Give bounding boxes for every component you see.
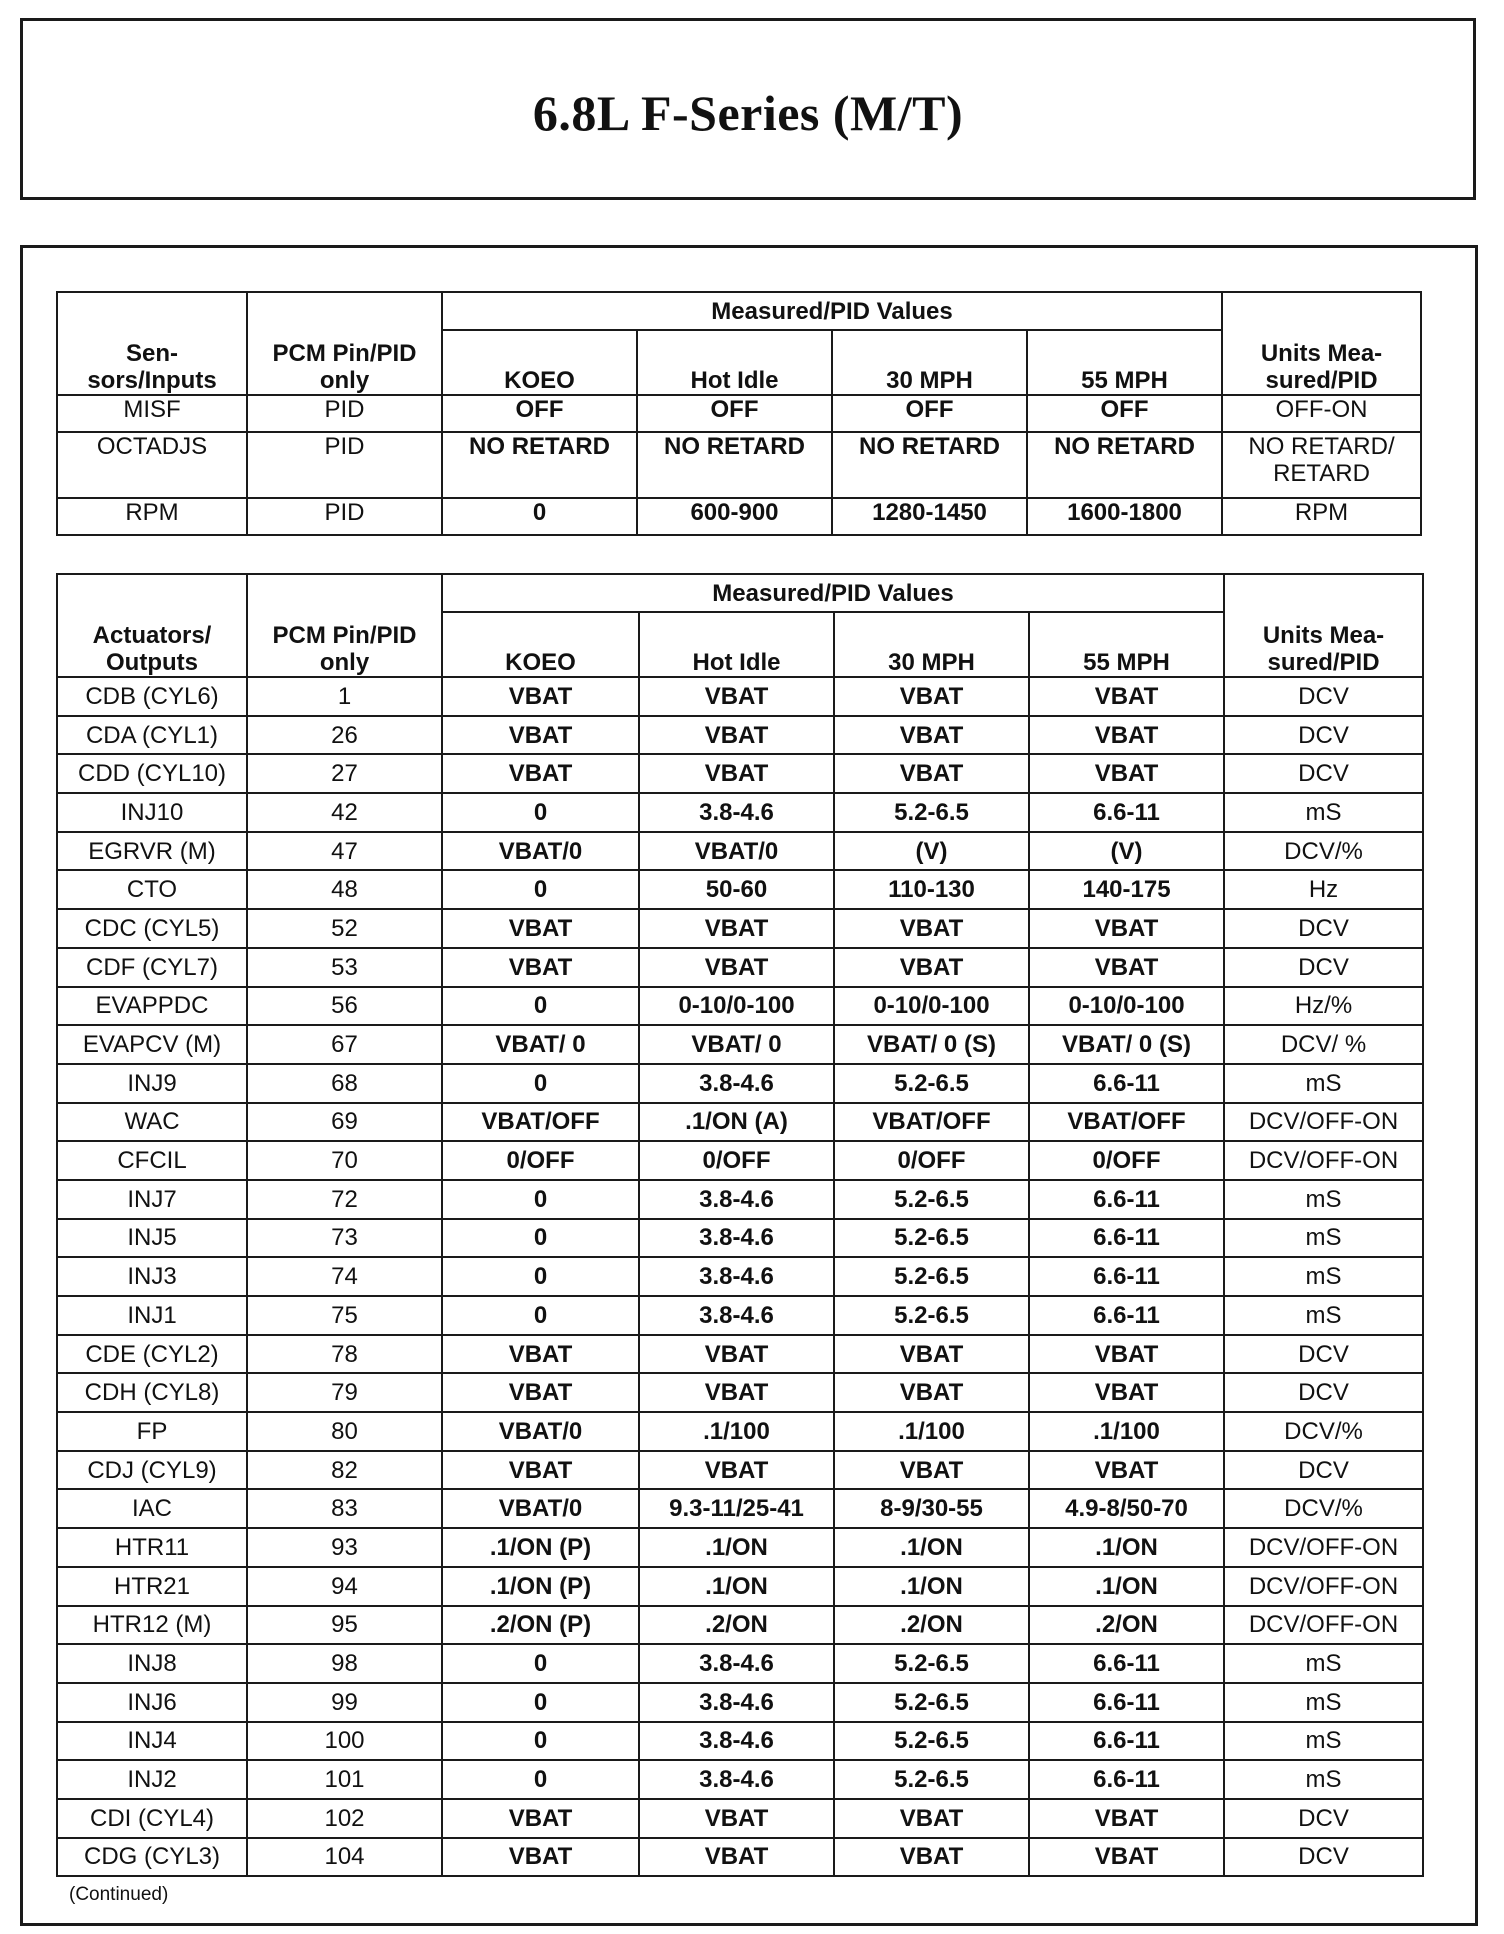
cell-koeo: VBAT [442, 716, 639, 755]
cell-pin: 42 [247, 793, 442, 832]
cell-hot-idle: 3.8-4.6 [639, 1760, 834, 1799]
cell-units: DCV [1224, 1335, 1423, 1374]
cell-pin: 94 [247, 1567, 442, 1606]
cell-name: WAC [57, 1103, 247, 1142]
table-row [57, 909, 1423, 948]
cell-30mph: 5.2-6.5 [834, 793, 1029, 832]
cell-30mph: VBAT [834, 909, 1029, 948]
page-title: 6.8L F-Series (M/T) [532, 85, 964, 141]
cell-units: DCV/OFF-ON [1224, 1528, 1423, 1567]
cell-hot-idle: .1/ON [639, 1567, 834, 1606]
cell-hot-idle: 0/OFF [639, 1141, 834, 1180]
cell-30mph: VBAT [834, 1451, 1029, 1490]
cell-pin: 47 [247, 832, 442, 871]
cell-units: DCV/OFF-ON [1224, 1103, 1423, 1142]
cell-55mph: 4.9-8/50-70 [1029, 1489, 1224, 1528]
cell-55mph: VBAT [1029, 754, 1224, 793]
cell-30mph: VBAT [834, 1335, 1029, 1374]
continued-note: (Continued) [69, 1884, 169, 1905]
cell-koeo: 0 [442, 1219, 639, 1258]
cell-pin: 83 [247, 1489, 442, 1528]
table-row [57, 1451, 1423, 1490]
cell-hot-idle: 3.8-4.6 [639, 1064, 834, 1103]
cell-units: mS [1224, 1296, 1423, 1335]
cell-hot-idle: VBAT [639, 754, 834, 793]
cell-name: INJ6 [57, 1683, 247, 1722]
cell-30mph: .2/ON [834, 1606, 1029, 1645]
cell-units: DCV [1224, 677, 1423, 716]
cell-30mph: .1/ON [834, 1567, 1029, 1606]
table-row [57, 832, 1423, 871]
cell-55mph: .1/ON [1029, 1528, 1224, 1567]
cell-55mph: .2/ON [1029, 1606, 1224, 1645]
cell-units: mS [1224, 1257, 1423, 1296]
table-row [57, 498, 1421, 535]
cell-hot-idle: VBAT [639, 1799, 834, 1838]
cell-pin: PID [247, 432, 442, 498]
cell-name: IAC [57, 1489, 247, 1528]
cell-pin: PID [247, 498, 442, 535]
cell-30mph: VBAT [834, 716, 1029, 755]
cell-pin: 26 [247, 716, 442, 755]
cell-name: INJ8 [57, 1644, 247, 1683]
cell-55mph: VBAT [1029, 1838, 1224, 1877]
table-row [57, 1799, 1423, 1838]
cell-55mph: VBAT/OFF [1029, 1103, 1224, 1142]
cell-hot-idle: VBAT [639, 909, 834, 948]
cell-name: INJ4 [57, 1722, 247, 1761]
cell-units: OFF-ON [1222, 395, 1421, 432]
cell-pin: 67 [247, 1025, 442, 1064]
cell-30mph: VBAT [834, 677, 1029, 716]
cell-30mph: 1280-1450 [832, 498, 1027, 535]
cell-units: mS [1224, 1644, 1423, 1683]
cell-pin: 102 [247, 1799, 442, 1838]
table-row [57, 1567, 1423, 1606]
cell-name: EGRVR (M) [57, 832, 247, 871]
cell-pin: 80 [247, 1412, 442, 1451]
cell-55mph: .1/100 [1029, 1412, 1224, 1451]
cell-hot-idle: VBAT [639, 1335, 834, 1374]
cell-30mph: VBAT/OFF [834, 1103, 1029, 1142]
cell-55mph: VBAT [1029, 677, 1224, 716]
cell-30mph: VBAT [834, 948, 1029, 987]
cell-units: mS [1224, 1722, 1423, 1761]
cell-30mph: 0-10/0-100 [834, 987, 1029, 1026]
cell-30mph: 0/OFF [834, 1141, 1029, 1180]
cell-55mph: NO RETARD [1027, 432, 1222, 498]
cell-units: mS [1224, 1180, 1423, 1219]
cell-koeo: VBAT [442, 1451, 639, 1490]
cell-hot-idle: 3.8-4.6 [639, 1180, 834, 1219]
table-row [57, 1528, 1423, 1567]
cell-hot-idle: .2/ON [639, 1606, 834, 1645]
cell-koeo: 0 [442, 870, 639, 909]
cell-pin: 73 [247, 1219, 442, 1258]
cell-hot-idle: 3.8-4.6 [639, 1722, 834, 1761]
cell-koeo: 0 [442, 1296, 639, 1335]
table-row [57, 1257, 1423, 1296]
cell-name: HTR12 (M) [57, 1606, 247, 1645]
table-row [57, 1838, 1423, 1877]
cell-pin: 70 [247, 1141, 442, 1180]
cell-pin: 100 [247, 1722, 442, 1761]
sensors-header-units: Units Mea- sured/PID [1222, 292, 1421, 395]
cell-pin: PID [247, 395, 442, 432]
cell-units: mS [1224, 793, 1423, 832]
sensors-header-koeo: KOEO [442, 330, 637, 395]
sensors-header-hot-idle: Hot Idle [637, 330, 832, 395]
cell-units: NO RETARD/ RETARD [1222, 432, 1421, 498]
table-row [57, 1760, 1423, 1799]
cell-koeo: 0 [442, 1644, 639, 1683]
cell-koeo: VBAT [442, 754, 639, 793]
table-row [57, 1025, 1423, 1064]
cell-hot-idle: NO RETARD [637, 432, 832, 498]
actuators-header-hot-idle: Hot Idle [639, 612, 834, 677]
cell-30mph: 5.2-6.5 [834, 1219, 1029, 1258]
cell-pin: 53 [247, 948, 442, 987]
cell-units: DCV [1224, 1838, 1423, 1877]
cell-units: DCV/% [1224, 832, 1423, 871]
cell-name: CDA (CYL1) [57, 716, 247, 755]
cell-koeo: 0 [442, 1257, 639, 1296]
table-row [57, 754, 1423, 793]
cell-koeo: VBAT [442, 1838, 639, 1877]
cell-hot-idle: 3.8-4.6 [639, 1257, 834, 1296]
cell-55mph: (V) [1029, 832, 1224, 871]
table-row [57, 1683, 1423, 1722]
cell-55mph: VBAT [1029, 948, 1224, 987]
cell-55mph: VBAT [1029, 1451, 1224, 1490]
sensors-header-group: Measured/PID Values [442, 292, 1222, 330]
actuators-header-name: Actuators/ Outputs [57, 574, 247, 677]
cell-hot-idle: 600-900 [637, 498, 832, 535]
cell-hot-idle: .1/100 [639, 1412, 834, 1451]
cell-55mph: OFF [1027, 395, 1222, 432]
cell-55mph: 6.6-11 [1029, 793, 1224, 832]
cell-koeo: 0 [442, 987, 639, 1026]
cell-pin: 68 [247, 1064, 442, 1103]
cell-pin: 101 [247, 1760, 442, 1799]
cell-hot-idle: VBAT [639, 1451, 834, 1490]
cell-koeo: 0 [442, 1722, 639, 1761]
cell-30mph: 5.2-6.5 [834, 1257, 1029, 1296]
cell-hot-idle: .1/ON [639, 1528, 834, 1567]
cell-name: INJ3 [57, 1257, 247, 1296]
cell-pin: 52 [247, 909, 442, 948]
cell-pin: 99 [247, 1683, 442, 1722]
cell-units: mS [1224, 1760, 1423, 1799]
table-row [57, 677, 1423, 716]
cell-name: CTO [57, 870, 247, 909]
cell-30mph: 5.2-6.5 [834, 1644, 1029, 1683]
cell-units: DCV/OFF-ON [1224, 1567, 1423, 1606]
cell-55mph: 6.6-11 [1029, 1219, 1224, 1258]
cell-name: EVAPCV (M) [57, 1025, 247, 1064]
table-row [57, 870, 1423, 909]
cell-30mph: 5.2-6.5 [834, 1180, 1029, 1219]
cell-koeo: 0 [442, 1064, 639, 1103]
cell-pin: 79 [247, 1373, 442, 1412]
cell-55mph: 0-10/0-100 [1029, 987, 1224, 1026]
cell-30mph: 5.2-6.5 [834, 1722, 1029, 1761]
sensors-header-name: Sen- sors/Inputs [57, 292, 247, 395]
cell-name: CDG (CYL3) [57, 1838, 247, 1877]
cell-units: DCV [1224, 1451, 1423, 1490]
cell-pin: 48 [247, 870, 442, 909]
cell-30mph: 5.2-6.5 [834, 1296, 1029, 1335]
cell-55mph: 0/OFF [1029, 1141, 1224, 1180]
table-row [57, 948, 1423, 987]
cell-30mph: VBAT [834, 1838, 1029, 1877]
cell-koeo: VBAT/OFF [442, 1103, 639, 1142]
table-row [57, 1722, 1423, 1761]
cell-30mph: 5.2-6.5 [834, 1683, 1029, 1722]
cell-name: INJ7 [57, 1180, 247, 1219]
actuators-header-units: Units Mea- sured/PID [1224, 574, 1423, 677]
cell-koeo: .2/ON (P) [442, 1606, 639, 1645]
cell-units: DCV/OFF-ON [1224, 1141, 1423, 1180]
table-row [57, 1296, 1423, 1335]
cell-koeo: VBAT [442, 948, 639, 987]
cell-pin: 78 [247, 1335, 442, 1374]
cell-units: DCV [1224, 1373, 1423, 1412]
cell-koeo: VBAT/0 [442, 832, 639, 871]
table-row [57, 1180, 1423, 1219]
cell-30mph: .1/100 [834, 1412, 1029, 1451]
cell-koeo: .1/ON (P) [442, 1528, 639, 1567]
cell-name: INJ10 [57, 793, 247, 832]
cell-pin: 72 [247, 1180, 442, 1219]
cell-koeo: 0/OFF [442, 1141, 639, 1180]
cell-hot-idle: 3.8-4.6 [639, 793, 834, 832]
cell-koeo: VBAT/ 0 [442, 1025, 639, 1064]
sensors-table [56, 291, 1422, 536]
cell-hot-idle: VBAT [639, 1838, 834, 1877]
table-row [57, 793, 1423, 832]
actuators-header-30mph: 30 MPH [834, 612, 1029, 677]
cell-30mph: 5.2-6.5 [834, 1760, 1029, 1799]
cell-55mph: .1/ON [1029, 1567, 1224, 1606]
cell-55mph: 6.6-11 [1029, 1296, 1224, 1335]
cell-hot-idle: 3.8-4.6 [639, 1644, 834, 1683]
cell-name: RPM [57, 498, 247, 535]
cell-30mph: VBAT [834, 754, 1029, 793]
cell-30mph: 8-9/30-55 [834, 1489, 1029, 1528]
cell-30mph: NO RETARD [832, 432, 1027, 498]
cell-hot-idle: 3.8-4.6 [639, 1219, 834, 1258]
actuators-header-55mph: 55 MPH [1029, 612, 1224, 677]
cell-30mph: VBAT [834, 1373, 1029, 1412]
actuators-header-koeo: KOEO [442, 612, 639, 677]
actuators-header-group: Measured/PID Values [442, 574, 1224, 612]
cell-pin: 75 [247, 1296, 442, 1335]
cell-30mph: OFF [832, 395, 1027, 432]
cell-koeo: 0 [442, 498, 637, 535]
cell-koeo: VBAT [442, 1373, 639, 1412]
cell-name: CDH (CYL8) [57, 1373, 247, 1412]
cell-pin: 95 [247, 1606, 442, 1645]
cell-name: CDD (CYL10) [57, 754, 247, 793]
cell-koeo: .1/ON (P) [442, 1567, 639, 1606]
cell-55mph: 6.6-11 [1029, 1683, 1224, 1722]
cell-name: CDF (CYL7) [57, 948, 247, 987]
table-row [57, 395, 1421, 432]
cell-pin: 98 [247, 1644, 442, 1683]
cell-name: INJ2 [57, 1760, 247, 1799]
cell-hot-idle: VBAT/0 [639, 832, 834, 871]
cell-pin: 27 [247, 754, 442, 793]
cell-units: mS [1224, 1064, 1423, 1103]
table-row [57, 716, 1423, 755]
cell-units: DCV/ % [1224, 1025, 1423, 1064]
table-row [57, 1103, 1423, 1142]
cell-pin: 69 [247, 1103, 442, 1142]
cell-hot-idle: VBAT [639, 677, 834, 716]
table-row [57, 1219, 1423, 1258]
cell-55mph: 140-175 [1029, 870, 1224, 909]
cell-55mph: VBAT [1029, 716, 1224, 755]
cell-hot-idle: VBAT [639, 716, 834, 755]
cell-koeo: OFF [442, 395, 637, 432]
cell-name: CDC (CYL5) [57, 909, 247, 948]
cell-30mph: .1/ON [834, 1528, 1029, 1567]
cell-koeo: 0 [442, 793, 639, 832]
cell-hot-idle: 9.3-11/25-41 [639, 1489, 834, 1528]
cell-55mph: 1600-1800 [1027, 498, 1222, 535]
cell-pin: 104 [247, 1838, 442, 1877]
cell-units: DCV/% [1224, 1489, 1423, 1528]
cell-name: CDI (CYL4) [57, 1799, 247, 1838]
cell-koeo: VBAT [442, 909, 639, 948]
cell-name: MISF [57, 395, 247, 432]
cell-units: DCV [1224, 1799, 1423, 1838]
sensors-header-pin: PCM Pin/PID only [247, 292, 442, 395]
cell-pin: 82 [247, 1451, 442, 1490]
sensors-header-30mph: 30 MPH [832, 330, 1027, 395]
cell-units: DCV [1224, 909, 1423, 948]
cell-units: DCV/OFF-ON [1224, 1606, 1423, 1645]
cell-name: INJ5 [57, 1219, 247, 1258]
table-row [57, 1412, 1423, 1451]
table-row [57, 432, 1421, 498]
cell-55mph: VBAT [1029, 909, 1224, 948]
cell-pin: 74 [247, 1257, 442, 1296]
cell-55mph: 6.6-11 [1029, 1722, 1224, 1761]
cell-30mph: 5.2-6.5 [834, 1064, 1029, 1103]
cell-name: FP [57, 1412, 247, 1451]
cell-name: CDE (CYL2) [57, 1335, 247, 1374]
actuators-header-pin: PCM Pin/PID only [247, 574, 442, 677]
cell-name: HTR11 [57, 1528, 247, 1567]
cell-koeo: 0 [442, 1760, 639, 1799]
cell-55mph: VBAT [1029, 1373, 1224, 1412]
cell-hot-idle: 3.8-4.6 [639, 1683, 834, 1722]
cell-units: mS [1224, 1683, 1423, 1722]
cell-units: Hz [1224, 870, 1423, 909]
cell-name: OCTADJS [57, 432, 247, 498]
cell-name: INJ9 [57, 1064, 247, 1103]
cell-55mph: VBAT/ 0 (S) [1029, 1025, 1224, 1064]
cell-koeo: VBAT/0 [442, 1412, 639, 1451]
cell-55mph: 6.6-11 [1029, 1180, 1224, 1219]
cell-name: CDB (CYL6) [57, 677, 247, 716]
cell-koeo: VBAT [442, 1799, 639, 1838]
table-row [57, 1373, 1423, 1412]
cell-55mph: 6.6-11 [1029, 1644, 1224, 1683]
cell-koeo: 0 [442, 1180, 639, 1219]
table-row [57, 1141, 1423, 1180]
cell-55mph: 6.6-11 [1029, 1257, 1224, 1296]
cell-hot-idle: VBAT [639, 948, 834, 987]
cell-units: DCV [1224, 754, 1423, 793]
cell-pin: 1 [247, 677, 442, 716]
cell-koeo: VBAT [442, 1335, 639, 1374]
cell-55mph: VBAT [1029, 1799, 1224, 1838]
table-row [57, 1489, 1423, 1528]
cell-55mph: VBAT [1029, 1335, 1224, 1374]
cell-pin: 56 [247, 987, 442, 1026]
cell-55mph: 6.6-11 [1029, 1064, 1224, 1103]
cell-koeo: NO RETARD [442, 432, 637, 498]
cell-units: Hz/% [1224, 987, 1423, 1026]
table-row [57, 1606, 1423, 1645]
cell-name: CDJ (CYL9) [57, 1451, 247, 1490]
cell-hot-idle: 0-10/0-100 [639, 987, 834, 1026]
table-row [57, 1064, 1423, 1103]
cell-hot-idle: OFF [637, 395, 832, 432]
cell-name: EVAPPDC [57, 987, 247, 1026]
cell-units: DCV [1224, 716, 1423, 755]
cell-hot-idle: VBAT/ 0 [639, 1025, 834, 1064]
cell-hot-idle: 3.8-4.6 [639, 1296, 834, 1335]
cell-units: DCV [1224, 948, 1423, 987]
cell-name: INJ1 [57, 1296, 247, 1335]
cell-units: DCV/% [1224, 1412, 1423, 1451]
table-row [57, 1644, 1423, 1683]
sensors-header-55mph: 55 MPH [1027, 330, 1222, 395]
cell-koeo: VBAT [442, 677, 639, 716]
actuators-table [56, 573, 1424, 1877]
cell-hot-idle: VBAT [639, 1373, 834, 1412]
cell-koeo: 0 [442, 1683, 639, 1722]
cell-30mph: VBAT [834, 1799, 1029, 1838]
title-box [20, 18, 1476, 200]
table-row [57, 987, 1423, 1026]
cell-koeo: VBAT/0 [442, 1489, 639, 1528]
table-row [57, 1335, 1423, 1374]
cell-units: mS [1224, 1219, 1423, 1258]
cell-pin: 93 [247, 1528, 442, 1567]
cell-30mph: (V) [834, 832, 1029, 871]
cell-name: CFCIL [57, 1141, 247, 1180]
cell-hot-idle: 50-60 [639, 870, 834, 909]
cell-hot-idle: .1/ON (A) [639, 1103, 834, 1142]
cell-units: RPM [1222, 498, 1421, 535]
cell-55mph: 6.6-11 [1029, 1760, 1224, 1799]
cell-30mph: VBAT/ 0 (S) [834, 1025, 1029, 1064]
cell-30mph: 110-130 [834, 870, 1029, 909]
cell-name: HTR21 [57, 1567, 247, 1606]
